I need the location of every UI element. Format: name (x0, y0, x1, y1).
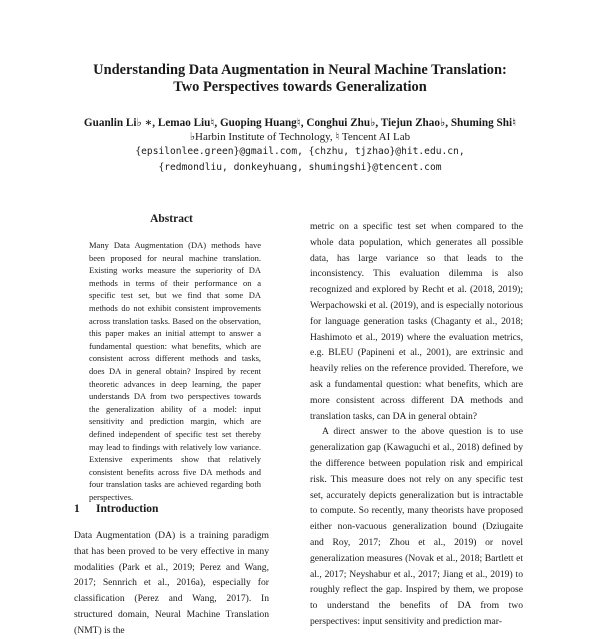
affiliation-line: ♭Harbin Institute of Technology, ♮ Tencent AI Lab (189, 131, 411, 143)
email-line-1: {epsilonlee.green}@gmail.com, {chzhu, tjzhao}@hit.edu.cn, (135, 146, 465, 157)
right-column (310, 219, 523, 630)
email-line-2: {redmondliu, donkeyhuang, shumingshi}@tencent.com (158, 161, 442, 173)
introduction-body: Data Augmentation (DA) is a training paradigm that has been proved to be very effective in many modalities (Park et al., 2019; Perez and Wang, 2017; Sennrich et al., 2016a), especially for classification (Perez and Wang, 2017). In structured domain, Neural Machine Translation (NMT) is the (74, 530, 269, 636)
title-line-1: Understanding Data Augmentation in Neural Machine Translation: (93, 62, 507, 78)
affiliations (20, 130, 580, 175)
right-paragraph-2: A direct answer to the above question is to use generalization gap (Kawaguchi et al., 2018) defined by the difference between population risk and empirical risk. This measure does not rely on any specific test set, accurately depicts generalization but is intractable to compute. So recently, many theorists have proposed either non-vacuous generalization bound (Dziugaite and Roy, 2017; Zhou et al., 2019) or novel generalization measures (Novak et al., 2018; Bartlett et al., 2017; Neyshabur et al., 2017; Jiang et al., 2019) to roughly reflect the gap. Inspired by them, we propose to understand the benefits of DA from two perspectives: input sensitivity and prediction mar- (310, 426, 523, 627)
author-list: Guanlin Li♭ ∗, Lemao Liu♮, Guoping Huang♮, Conghui Zhu♭, Tiejun Zhao♭, Shuming Shi♮ (83, 117, 517, 129)
section-number: 1 (74, 503, 80, 515)
right-paragraph-1: metric on a specific test set when compared to the whole data population, which generates all possible data, has large variance so that leads to the inconsistency. This evaluation dilemma is also recognized and explored by Recht et al. (2018, 2019); Werpachowski et al. (2019), and is especially notorious for language generation tasks (Chaganty et al., 2018; Hashimoto et al., 2019) where the evaluation metrics, e.g. BLEU (Papineni et al., 2001), are extrinsic and heavily relies on the reference provided. Therefore, we ask a fundamental question: what benefits, which are more consistent across different DA methods and translation tasks, can DA in general obtain? (310, 221, 523, 422)
paper-title (40, 62, 560, 96)
title-line-2: Two Perspectives towards Generalization (173, 79, 427, 95)
abstract-heading: Abstract (150, 213, 193, 225)
abstract-body: Many Data Augmentation (DA) methods have been proposed for neural machine translation. Existing works measure the superiority of DA methods in terms of their performance on a specific test set, but we find that some DA methods do not exhibit consistent improvements across translation tasks. Based on the observation, this paper makes an initial attempt to answer a fundamental question: what benefits, which are consistent across different methods and tasks, does DA in general obtain? Inspired by recent theoretic advances in deep learning, the paper understands DA from two perspectives towards the generalization ability of a model: input sensitivity and prediction margin, which are defined independent of specific test set thereby may lead to findings with relatively low variance. Extensive experiments show that relatively consistent benefits across five DA methods and four translation tasks are achieved regarding both perspectives. (89, 240, 261, 502)
section-heading-introduction (74, 503, 158, 515)
section-title: Introduction (96, 503, 159, 515)
